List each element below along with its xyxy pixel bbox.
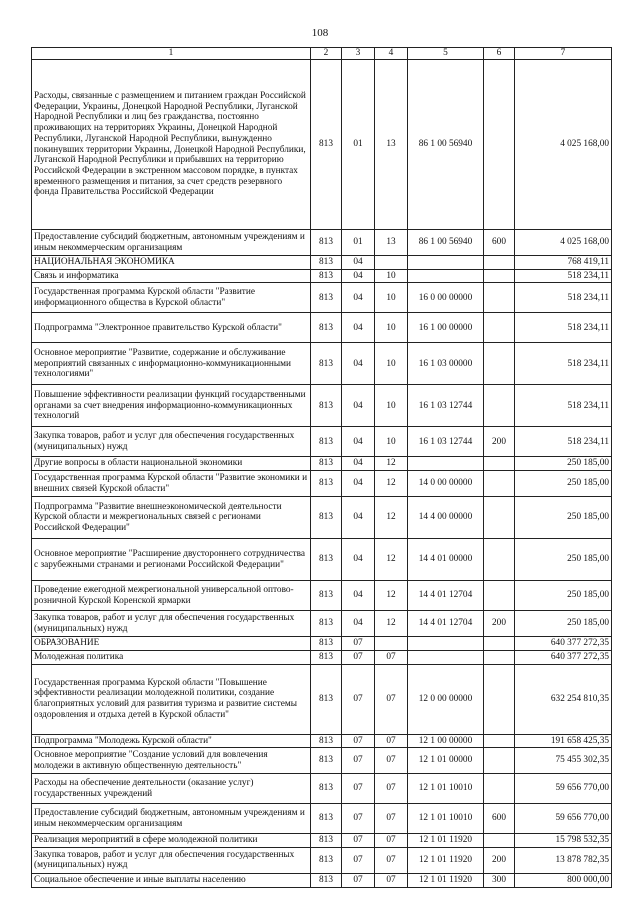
subsection-code-cell: 13 (375, 230, 408, 256)
table-row (32, 539, 612, 581)
amount-cell: 518 234,11 (515, 269, 612, 283)
ministry-code-cell: 813 (311, 313, 342, 343)
table-row (32, 847, 612, 873)
table-header-row (32, 48, 612, 60)
subsection-code-cell: 07 (375, 804, 408, 834)
amount-cell: 75 455 302,35 (515, 748, 612, 774)
program-code-cell: 16 0 00 00000 (408, 283, 484, 313)
table-row (32, 774, 612, 804)
expense-kind-cell (484, 664, 515, 734)
subsection-code-cell: 12 (375, 581, 408, 611)
expense-kind-cell (484, 385, 515, 427)
subsection-code-cell: 07 (375, 664, 408, 734)
program-code-cell (408, 637, 484, 651)
table-row (32, 581, 612, 611)
subsection-code-cell: 10 (375, 343, 408, 385)
ministry-code-cell: 813 (311, 343, 342, 385)
row-name-cell: Закупка товаров, работ и услуг для обеспечения государственных (муниципальных) нужд (32, 847, 311, 873)
section-code-cell: 07 (342, 774, 375, 804)
row-name-cell: Основное мероприятие "Создание условий для вовлечения молодежи в активную общественную деятельность" (32, 748, 311, 774)
ministry-code-cell: 813 (311, 60, 342, 230)
subsection-code-cell: 12 (375, 497, 408, 539)
program-code-cell: 14 0 00 00000 (408, 471, 484, 497)
row-name-cell: Основное мероприятие "Развитие, содержание и обслуживание мероприятий связанных с информационно-коммуникационными технологиями" (32, 343, 311, 385)
section-code-cell: 07 (342, 664, 375, 734)
ministry-code-cell: 813 (311, 269, 342, 283)
expense-kind-cell (484, 774, 515, 804)
amount-cell: 250 185,00 (515, 457, 612, 471)
amount-cell: 518 234,11 (515, 313, 612, 343)
subsection-code-cell: 07 (375, 748, 408, 774)
amount-cell: 250 185,00 (515, 611, 612, 637)
program-code-cell: 16 1 03 00000 (408, 343, 484, 385)
amount-cell: 518 234,11 (515, 427, 612, 457)
budget-table (31, 47, 612, 888)
row-name-cell: Государственная программа Курской области "Развитие экономики и внешних связей Курской области" (32, 471, 311, 497)
ministry-code-cell: 813 (311, 256, 342, 270)
subsection-code-cell: 10 (375, 269, 408, 283)
amount-cell: 640 377 272,35 (515, 650, 612, 664)
amount-cell: 15 798 532,35 (515, 834, 612, 848)
expense-kind-cell: 200 (484, 847, 515, 873)
program-code-cell: 14 4 00 00000 (408, 497, 484, 539)
table-row (32, 230, 612, 256)
expense-kind-cell: 600 (484, 230, 515, 256)
row-name-cell: Государственная программа Курской области "Развитие информационного общества в Курской области" (32, 283, 311, 313)
amount-cell: 250 185,00 (515, 581, 612, 611)
program-code-cell: 12 0 00 00000 (408, 664, 484, 734)
program-code-cell: 16 1 00 00000 (408, 313, 484, 343)
expense-kind-cell: 300 (484, 873, 515, 887)
ministry-code-cell: 813 (311, 873, 342, 887)
subsection-code-cell: 12 (375, 471, 408, 497)
table-row (32, 748, 612, 774)
expense-kind-cell: 600 (484, 804, 515, 834)
header-cell: 6 (484, 48, 515, 60)
expense-kind-cell (484, 650, 515, 664)
table-row (32, 497, 612, 539)
row-name-cell: Социальное обеспечение и иные выплаты населению (32, 873, 311, 887)
table-row (32, 471, 612, 497)
row-name-cell: ОБРАЗОВАНИЕ (32, 637, 311, 651)
section-code-cell: 07 (342, 834, 375, 848)
program-code-cell: 86 1 00 56940 (408, 230, 484, 256)
table-row (32, 313, 612, 343)
amount-cell: 59 656 770,00 (515, 804, 612, 834)
subsection-code-cell: 07 (375, 774, 408, 804)
row-name-cell: Другие вопросы в области национальной экономики (32, 457, 311, 471)
expense-kind-cell (484, 283, 515, 313)
expense-kind-cell (484, 734, 515, 748)
program-code-cell: 12 1 01 11920 (408, 847, 484, 873)
ministry-code-cell: 813 (311, 471, 342, 497)
ministry-code-cell: 813 (311, 283, 342, 313)
table-row (32, 269, 612, 283)
section-code-cell: 04 (342, 343, 375, 385)
ministry-code-cell: 813 (311, 230, 342, 256)
amount-cell: 4 025 168,00 (515, 230, 612, 256)
amount-cell: 518 234,11 (515, 343, 612, 385)
ministry-code-cell: 813 (311, 834, 342, 848)
expense-kind-cell (484, 637, 515, 651)
section-code-cell: 04 (342, 313, 375, 343)
section-code-cell: 04 (342, 581, 375, 611)
subsection-code-cell: 12 (375, 539, 408, 581)
program-code-cell: 12 1 01 11920 (408, 834, 484, 848)
section-code-cell: 04 (342, 611, 375, 637)
expense-kind-cell: 200 (484, 427, 515, 457)
program-code-cell: 12 1 01 10010 (408, 804, 484, 834)
row-name-cell: Проведение ежегодной межрегиональной универсальной оптово-розничной Курской Коренской ярмарки (32, 581, 311, 611)
table-row (32, 256, 612, 270)
ministry-code-cell: 813 (311, 497, 342, 539)
table-row (32, 611, 612, 637)
ministry-code-cell: 813 (311, 457, 342, 471)
table-row (32, 427, 612, 457)
table-row (32, 664, 612, 734)
row-name-cell: Молодежная политика (32, 650, 311, 664)
amount-cell: 59 656 770,00 (515, 774, 612, 804)
section-code-cell: 07 (342, 734, 375, 748)
section-code-cell: 04 (342, 256, 375, 270)
subsection-code-cell: 10 (375, 385, 408, 427)
subsection-code-cell (375, 256, 408, 270)
expense-kind-cell (484, 60, 515, 230)
ministry-code-cell: 813 (311, 427, 342, 457)
section-code-cell: 07 (342, 748, 375, 774)
expense-kind-cell (484, 471, 515, 497)
program-code-cell: 12 1 01 00000 (408, 748, 484, 774)
program-code-cell: 16 1 03 12744 (408, 385, 484, 427)
expense-kind-cell (484, 313, 515, 343)
section-code-cell: 01 (342, 230, 375, 256)
header-cell: 2 (311, 48, 342, 60)
ministry-code-cell: 813 (311, 385, 342, 427)
amount-cell: 632 254 810,35 (515, 664, 612, 734)
amount-cell: 250 185,00 (515, 471, 612, 497)
program-code-cell (408, 457, 484, 471)
amount-cell: 768 419,11 (515, 256, 612, 270)
ministry-code-cell: 813 (311, 664, 342, 734)
ministry-code-cell: 813 (311, 734, 342, 748)
row-name-cell: Подпрограмма "Развитие внешнеэкономической деятельности Курской области и межрегиональных связей с регионами Российской Федерации" (32, 497, 311, 539)
amount-cell: 13 878 782,35 (515, 847, 612, 873)
program-code-cell: 16 1 03 12744 (408, 427, 484, 457)
row-name-cell: Закупка товаров, работ и услуг для обеспечения государственных (муниципальных) нужд (32, 611, 311, 637)
section-code-cell: 07 (342, 650, 375, 664)
table-row (32, 637, 612, 651)
ministry-code-cell: 813 (311, 637, 342, 651)
table-row (32, 734, 612, 748)
subsection-code-cell: 12 (375, 457, 408, 471)
section-code-cell: 07 (342, 873, 375, 887)
section-code-cell: 07 (342, 637, 375, 651)
table-row (32, 60, 612, 230)
subsection-code-cell: 07 (375, 650, 408, 664)
amount-cell: 518 234,11 (515, 283, 612, 313)
row-name-cell: Государственная программа Курской области "Повышение эффективности реализации молодежной политики, создание благоприятных условий для развития туризма и развитие системы оздоровления и отдыха детей в Курской области" (32, 664, 311, 734)
subsection-code-cell: 07 (375, 847, 408, 873)
ministry-code-cell: 813 (311, 650, 342, 664)
ministry-code-cell: 813 (311, 611, 342, 637)
program-code-cell (408, 269, 484, 283)
program-code-cell (408, 650, 484, 664)
ministry-code-cell: 813 (311, 804, 342, 834)
expense-kind-cell (484, 343, 515, 385)
ministry-code-cell: 813 (311, 748, 342, 774)
ministry-code-cell: 813 (311, 847, 342, 873)
row-name-cell: Расходы на обеспечение деятельности (оказание услуг) государственных учреждений (32, 774, 311, 804)
section-code-cell: 04 (342, 497, 375, 539)
program-code-cell (408, 256, 484, 270)
section-code-cell: 04 (342, 385, 375, 427)
expense-kind-cell: 200 (484, 611, 515, 637)
row-name-cell: НАЦИОНАЛЬНАЯ ЭКОНОМИКА (32, 256, 311, 270)
subsection-code-cell: 10 (375, 427, 408, 457)
expense-kind-cell (484, 834, 515, 848)
subsection-code-cell: 10 (375, 313, 408, 343)
section-code-cell: 04 (342, 471, 375, 497)
row-name-cell: Повышение эффективности реализации функций государственными органами за счет внедрения информационно-коммуникационных технологий (32, 385, 311, 427)
table-row (32, 385, 612, 427)
program-code-cell: 12 1 00 00000 (408, 734, 484, 748)
header-cell: 4 (375, 48, 408, 60)
program-code-cell: 12 1 01 10010 (408, 774, 484, 804)
amount-cell: 800 000,00 (515, 873, 612, 887)
row-name-cell: Предоставление субсидий бюджетным, автономным учреждениям и иным некоммерческим организациям (32, 230, 311, 256)
expense-kind-cell (484, 457, 515, 471)
subsection-code-cell: 07 (375, 873, 408, 887)
table-row (32, 457, 612, 471)
table-row (32, 804, 612, 834)
expense-kind-cell (484, 748, 515, 774)
subsection-code-cell (375, 637, 408, 651)
row-name-cell: Расходы, связанные с размещением и питанием граждан Российской Федерации, Украины, Донецкой Народной Республики, Луганской Народной Республики и лиц без гражданства, постоянно проживающих на территориях Украины, Донецкой Народной Республики, Луганской Народной Республики, вынужденно покинувших территории Украины, Донецкой Народной Республики, Луганской Народной Республики и прибывших на территорию Российской Федерации в экстренном массовом порядке, в пунктах временного размещения и питания, за счет средств резервного фонда Правительства Российской Федерации (32, 60, 311, 230)
section-code-cell: 07 (342, 804, 375, 834)
section-code-cell: 04 (342, 457, 375, 471)
amount-cell: 250 185,00 (515, 497, 612, 539)
header-cell: 1 (32, 48, 311, 60)
expense-kind-cell (484, 581, 515, 611)
table-row (32, 834, 612, 848)
ministry-code-cell: 813 (311, 774, 342, 804)
expense-kind-cell (484, 497, 515, 539)
page-number: 108 (311, 27, 329, 39)
ministry-code-cell: 813 (311, 539, 342, 581)
program-code-cell: 14 4 01 00000 (408, 539, 484, 581)
row-name-cell: Реализация мероприятий в сфере молодежной политики (32, 834, 311, 848)
section-code-cell: 04 (342, 427, 375, 457)
table-row (32, 873, 612, 887)
header-cell: 5 (408, 48, 484, 60)
section-code-cell: 01 (342, 60, 375, 230)
expense-kind-cell (484, 269, 515, 283)
table-row (32, 283, 612, 313)
section-code-cell: 04 (342, 283, 375, 313)
expense-kind-cell (484, 539, 515, 581)
ministry-code-cell: 813 (311, 581, 342, 611)
program-code-cell: 14 4 01 12704 (408, 611, 484, 637)
amount-cell: 250 185,00 (515, 539, 612, 581)
amount-cell: 640 377 272,35 (515, 637, 612, 651)
header-cell: 7 (515, 48, 612, 60)
section-code-cell: 07 (342, 847, 375, 873)
amount-cell: 191 658 425,35 (515, 734, 612, 748)
row-name-cell: Предоставление субсидий бюджетным, автономным учреждениям и иным некоммерческим организациям (32, 804, 311, 834)
row-name-cell: Подпрограмма "Молодежь Курской области" (32, 734, 311, 748)
amount-cell: 518 234,11 (515, 385, 612, 427)
row-name-cell: Подпрограмма "Электронное правительство Курской области" (32, 313, 311, 343)
table-row (32, 343, 612, 385)
subsection-code-cell: 13 (375, 60, 408, 230)
table-row (32, 650, 612, 664)
row-name-cell: Основное мероприятие "Расширение двустороннего сотрудничества с зарубежными странами и регионами Российской Федерации" (32, 539, 311, 581)
subsection-code-cell: 10 (375, 283, 408, 313)
row-name-cell: Связь и информатика (32, 269, 311, 283)
row-name-cell: Закупка товаров, работ и услуг для обеспечения государственных (муниципальных) нужд (32, 427, 311, 457)
amount-cell: 4 025 168,00 (515, 60, 612, 230)
program-code-cell: 14 4 01 12704 (408, 581, 484, 611)
subsection-code-cell: 07 (375, 834, 408, 848)
subsection-code-cell: 12 (375, 611, 408, 637)
header-cell: 3 (342, 48, 375, 60)
subsection-code-cell: 07 (375, 734, 408, 748)
expense-kind-cell (484, 256, 515, 270)
section-code-cell: 04 (342, 269, 375, 283)
program-code-cell: 86 1 00 56940 (408, 60, 484, 230)
program-code-cell: 12 1 01 11920 (408, 873, 484, 887)
section-code-cell: 04 (342, 539, 375, 581)
